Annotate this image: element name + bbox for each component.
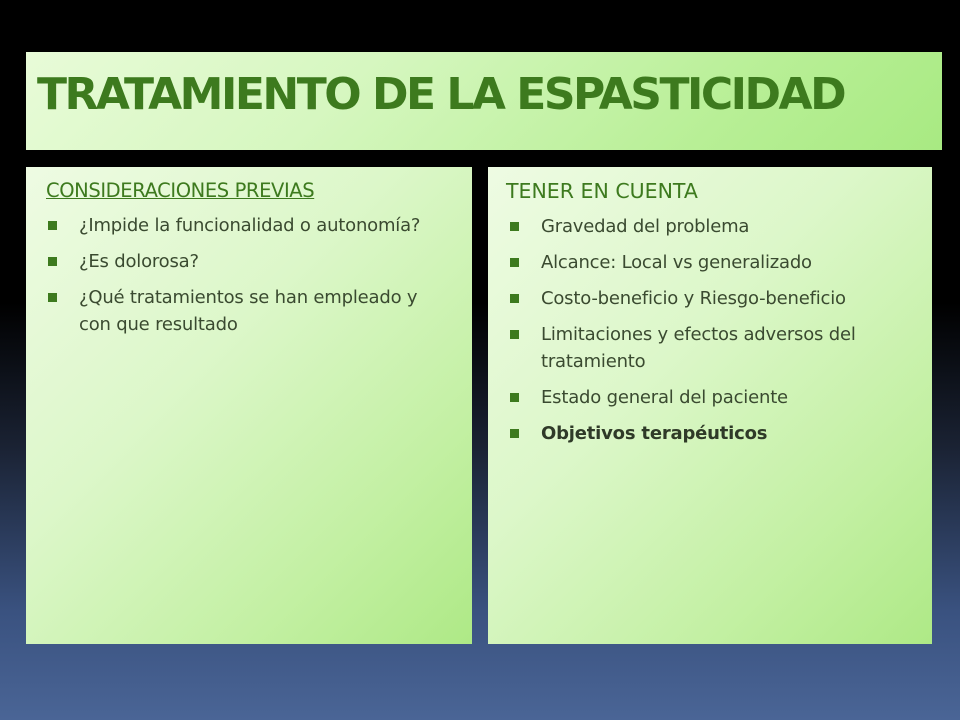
list-item-text: Estado general del paciente [541, 387, 788, 408]
square-bullet-icon [510, 222, 519, 231]
left-panel-heading: CONSIDERACIONES PREVIAS [46, 179, 315, 202]
list-item [46, 212, 454, 239]
list-item-text: Gravedad del problema [541, 216, 750, 237]
square-bullet-icon [510, 393, 519, 402]
title-bar [26, 52, 942, 150]
list-item-text: Objetivos terapéuticos [541, 423, 768, 444]
list-item-text: ¿Es dolorosa? [79, 251, 199, 272]
square-bullet-icon [48, 293, 57, 302]
list-item [508, 285, 914, 312]
list-item-text: Limitaciones y efectos adversos del tratamiento [541, 324, 856, 372]
list-item [46, 284, 454, 338]
square-bullet-icon [510, 330, 519, 339]
list-item [46, 248, 454, 275]
list-item [508, 213, 914, 240]
list-item-text: Alcance: Local vs generalizado [541, 252, 812, 273]
list-item-text: Costo-beneficio y Riesgo-beneficio [541, 288, 846, 309]
list-item [508, 420, 914, 447]
list-item [508, 321, 914, 375]
left-bullet-list [46, 212, 454, 338]
right-panel [488, 167, 932, 644]
list-item-text: ¿Qué tratamientos se han empleado y con que resultado [79, 287, 418, 335]
list-item-text: ¿Impide la funcionalidad o autonomía? [79, 215, 421, 236]
list-item [508, 384, 914, 411]
square-bullet-icon [510, 429, 519, 438]
list-item [508, 249, 914, 276]
right-panel-heading: TENER EN CUENTA [506, 179, 698, 203]
right-bullet-list [508, 213, 914, 447]
square-bullet-icon [510, 258, 519, 267]
square-bullet-icon [510, 294, 519, 303]
square-bullet-icon [48, 257, 57, 266]
left-panel [26, 167, 472, 644]
square-bullet-icon [48, 221, 57, 230]
slide-title: TRATAMIENTO DE LA ESPASTICIDAD [37, 69, 845, 120]
